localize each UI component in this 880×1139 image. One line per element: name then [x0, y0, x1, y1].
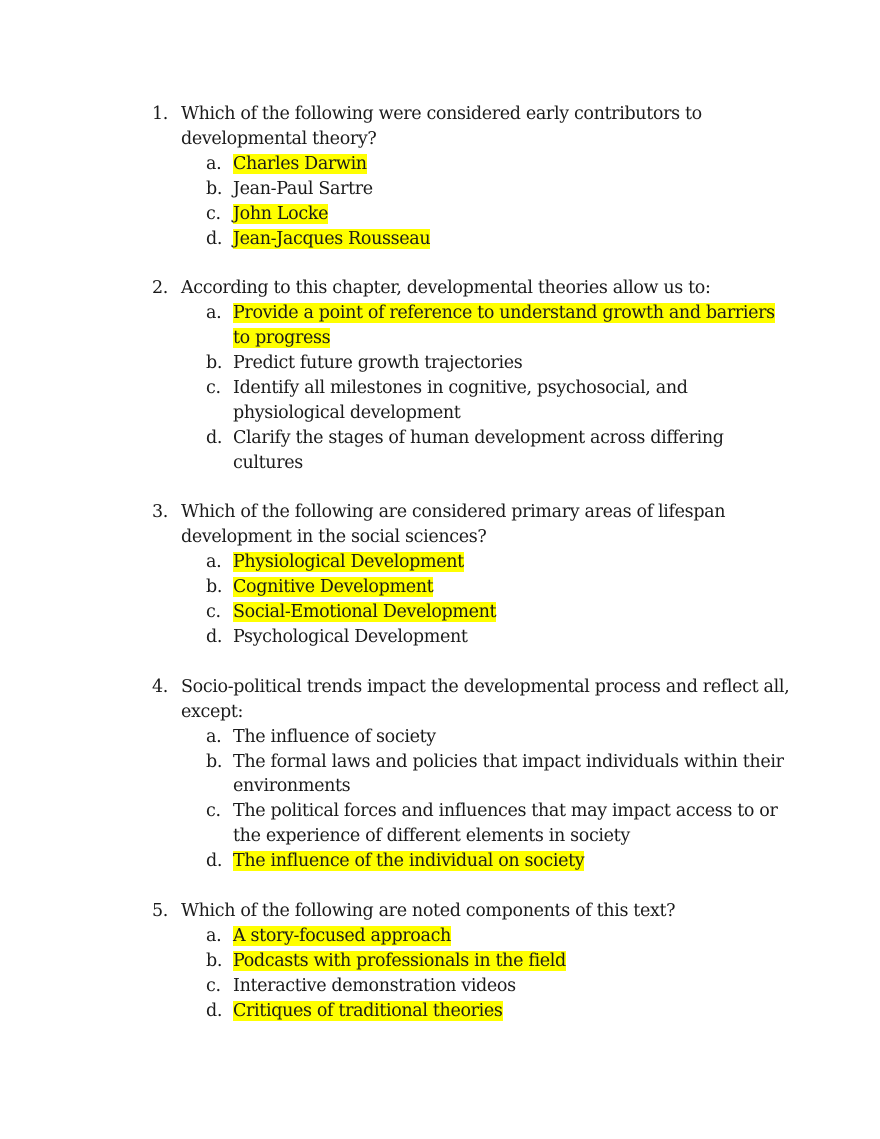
option-letter: a. — [206, 726, 222, 747]
answer-option — [181, 550, 792, 575]
answer-option — [181, 725, 792, 750]
option-text: Jean-Paul Sartre — [233, 178, 373, 199]
option-letter: d. — [206, 427, 223, 448]
option-letter: d. — [206, 1000, 223, 1021]
option-text-highlighted: Jean-Jacques Rousseau — [233, 228, 431, 249]
option-text-highlighted: The influence of the individual on society — [233, 851, 585, 872]
answer-option — [181, 575, 792, 600]
option-letter: b. — [206, 751, 223, 772]
option-letter: b. — [206, 178, 223, 199]
question-item — [152, 675, 792, 874]
option-letter: b. — [206, 577, 223, 598]
answer-option — [181, 600, 792, 625]
option-letter: a. — [206, 153, 222, 174]
quiz-question-list — [152, 102, 792, 1048]
option-letter: b. — [206, 353, 223, 374]
option-letter: c. — [206, 203, 221, 224]
option-letter: b. — [206, 950, 223, 971]
answer-option — [181, 202, 792, 227]
option-text: The formal laws and policies that impact individuals within their environments — [233, 751, 784, 797]
option-letter: d. — [206, 851, 223, 872]
option-text-highlighted: Charles Darwin — [233, 153, 367, 174]
answer-option — [181, 974, 792, 999]
answer-option — [181, 177, 792, 202]
option-letter: a. — [206, 552, 222, 573]
question-item — [152, 276, 792, 475]
answer-option — [181, 999, 792, 1024]
answer-options — [181, 301, 792, 475]
question-text: Socio-political trends impact the developmental process and reflect all, except: — [181, 676, 790, 722]
option-text-highlighted: Cognitive Development — [233, 577, 434, 598]
question-item — [152, 899, 792, 1024]
answer-options — [181, 725, 792, 874]
option-text: Predict future growth trajectories — [233, 353, 523, 374]
answer-option — [181, 426, 792, 476]
option-letter: c. — [206, 377, 221, 398]
answer-option — [181, 949, 792, 974]
answer-option — [181, 625, 792, 650]
option-letter: d. — [206, 627, 223, 647]
option-text-highlighted: Provide a point of reference to understand growth and barriers to progress — [233, 303, 775, 349]
option-text: Psychological Development — [233, 627, 468, 647]
answer-options — [181, 550, 792, 650]
option-text-highlighted: John Locke — [233, 203, 329, 224]
option-text: Clarify the stages of human development across differing cultures — [233, 427, 724, 473]
question-text: Which of the following were considered early contributors to developmental theory? — [181, 104, 702, 149]
option-text: The political forces and influences that may impact access to or the experience of different elements in society — [233, 801, 778, 847]
question-number: 3. — [152, 502, 168, 523]
question-number: 1. — [152, 104, 168, 124]
option-text: Interactive demonstration videos — [233, 975, 516, 996]
question-number: 5. — [152, 900, 168, 921]
question-text: Which of the following are noted components of this text? — [181, 900, 676, 921]
answer-option — [181, 376, 792, 426]
answer-option — [181, 152, 792, 177]
question-text: Which of the following are considered primary areas of lifespan development in the social sciences? — [181, 502, 726, 548]
option-letter: a. — [206, 925, 222, 946]
answer-option — [181, 924, 792, 949]
question-item — [152, 500, 792, 649]
answer-option — [181, 849, 792, 874]
option-letter: d. — [206, 228, 223, 249]
question-text: According to this chapter, developmental theories allow us to: — [181, 278, 711, 299]
option-text-highlighted: Physiological Development — [233, 552, 464, 573]
option-letter: c. — [206, 801, 221, 822]
answer-option — [181, 351, 792, 376]
option-text-highlighted: Critiques of traditional theories — [233, 1000, 503, 1021]
answer-options — [181, 924, 792, 1024]
option-text-highlighted: A story-focused approach — [233, 925, 451, 946]
question-number: 2. — [152, 278, 168, 299]
answer-option — [181, 750, 792, 800]
answer-options — [181, 152, 792, 252]
option-letter: c. — [206, 975, 221, 996]
answer-option — [181, 227, 792, 252]
option-letter: c. — [206, 602, 221, 623]
option-text: The influence of society — [233, 726, 436, 747]
option-text: Identify all milestones in cognitive, psychosocial, and physiological development — [233, 377, 688, 423]
question-item — [152, 102, 792, 251]
answer-option — [181, 799, 792, 849]
option-text-highlighted: Podcasts with professionals in the field — [233, 950, 566, 971]
option-text-highlighted: Social-Emotional Development — [233, 602, 497, 623]
option-letter: a. — [206, 303, 222, 324]
answer-option — [181, 301, 792, 351]
question-number: 4. — [152, 676, 168, 697]
